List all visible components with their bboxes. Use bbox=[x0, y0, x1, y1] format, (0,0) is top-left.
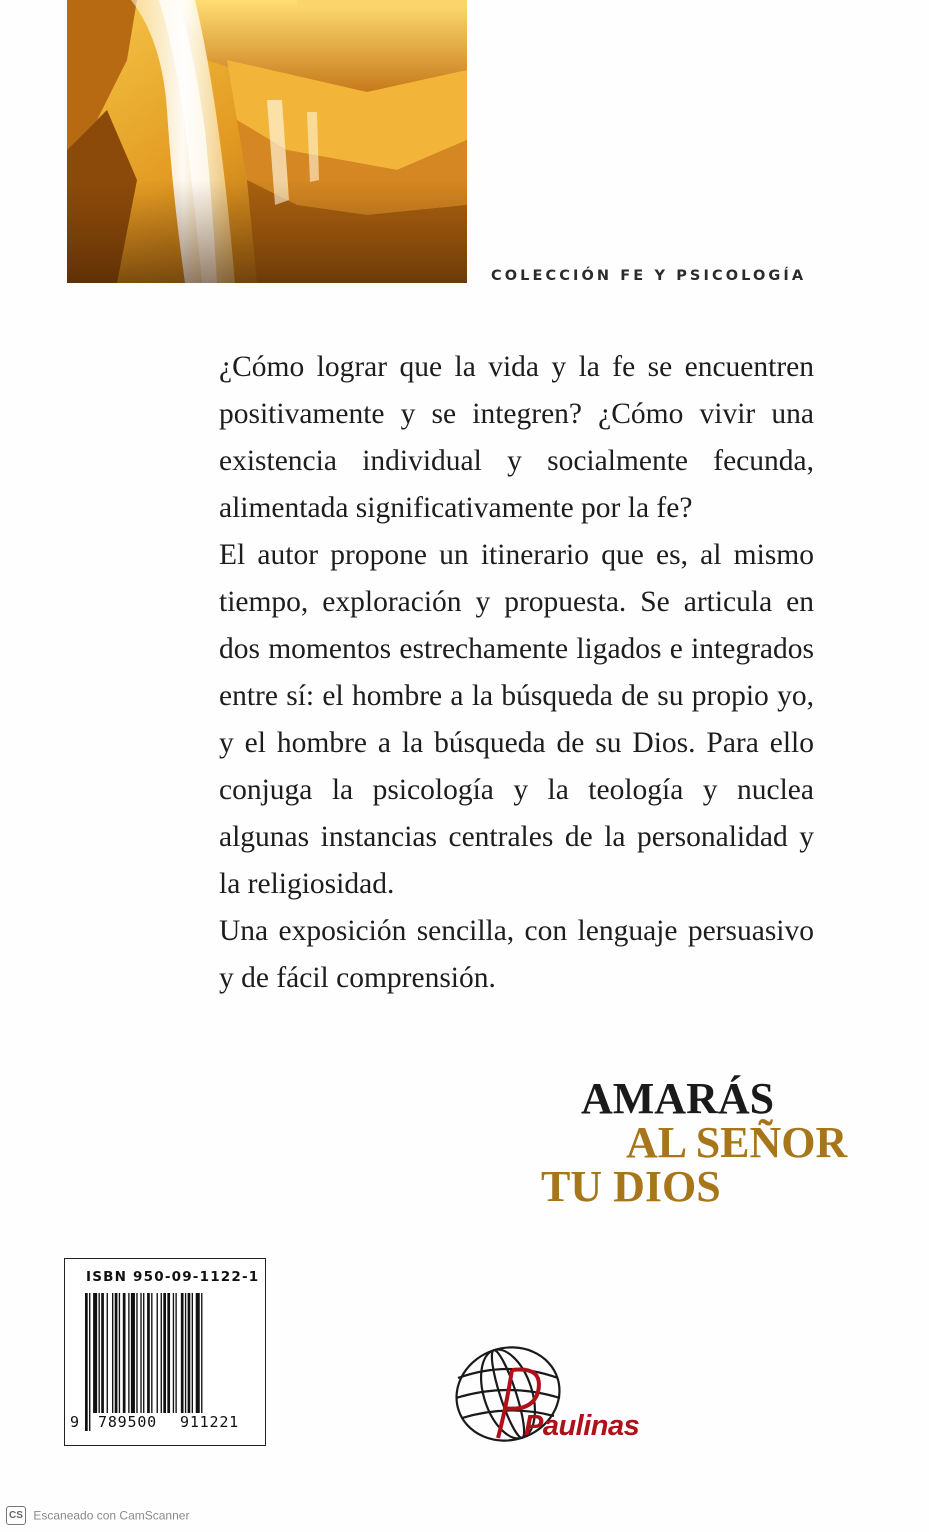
barcode-bars bbox=[85, 1293, 250, 1431]
barcode-bar bbox=[99, 1293, 100, 1413]
barcode-bar bbox=[167, 1293, 170, 1413]
book-title bbox=[0, 1070, 929, 1210]
barcode-bar bbox=[101, 1293, 104, 1413]
title-line-2: AL SEÑOR bbox=[626, 1118, 848, 1167]
waterfall-image bbox=[67, 0, 467, 283]
blurb-paragraph: ¿Cómo lograr que la vida y la fe se encuentren positivamente y se integren? ¿Cómo vivir una existencia individual y socialmente fecunda, alimentada significativamente por la fe? bbox=[219, 351, 814, 524]
barcode-bar bbox=[196, 1293, 200, 1413]
isbn-barcode bbox=[64, 1258, 266, 1446]
scanner-watermark bbox=[6, 1506, 189, 1526]
barcode-bar bbox=[157, 1293, 158, 1413]
blurb bbox=[219, 344, 814, 1002]
barcode-bar bbox=[123, 1293, 126, 1413]
blurb-paragraph: Una exposición sencilla, con lenguaje persuasivo y de fácil comprensión. bbox=[219, 915, 814, 994]
barcode-bar bbox=[131, 1293, 135, 1413]
barcode-bar bbox=[128, 1293, 129, 1413]
blurb-paragraph: El autor propone un itinerario que es, al mismo tiempo, exploración y propuesta. Se articula en dos momentos estrechamente ligados e integrados entre sí: el hombre a la búsqueda de su propio yo, y el hombre a la búsqueda de su Dios. Para ello conjuga la psicología y la teología y nuclea algunas instancias centrales de la personalidad y la religiosidad. bbox=[219, 539, 814, 900]
barcode-bar bbox=[161, 1293, 162, 1413]
barcode-bar bbox=[89, 1293, 90, 1431]
barcode-digits-right: 911221 bbox=[180, 1413, 239, 1431]
barcode-bar bbox=[85, 1293, 88, 1431]
barcode-bar bbox=[112, 1293, 113, 1413]
barcode-bar bbox=[119, 1293, 120, 1413]
barcode-bar bbox=[163, 1293, 166, 1413]
barcode-digits-left: 789500 bbox=[98, 1413, 157, 1431]
barcode-bar bbox=[136, 1293, 137, 1413]
barcode-digits bbox=[65, 1413, 265, 1435]
barcode-bar bbox=[107, 1293, 108, 1413]
barcode-bar bbox=[201, 1293, 202, 1431]
barcode-digit-lead: 9 bbox=[70, 1413, 80, 1431]
title-line-1: AMARÁS bbox=[581, 1074, 775, 1123]
barcode-bar bbox=[143, 1293, 144, 1431]
barcode-bar bbox=[151, 1293, 152, 1413]
barcode-bar bbox=[147, 1293, 150, 1431]
barcode-bar bbox=[173, 1293, 174, 1413]
cover-photo bbox=[67, 0, 467, 283]
barcode-bar bbox=[140, 1293, 141, 1413]
barcode-bar bbox=[175, 1293, 176, 1413]
barcode-bar bbox=[192, 1293, 193, 1413]
camscanner-icon: CS bbox=[6, 1506, 26, 1525]
publisher-name: Paulinas bbox=[524, 1410, 640, 1442]
barcode-bar bbox=[188, 1293, 191, 1413]
isbn-label: ISBN 950-09-1122-1 bbox=[86, 1269, 260, 1285]
barcode-bar bbox=[185, 1293, 186, 1413]
scanner-text: Escaneado con CamScanner bbox=[33, 1508, 190, 1523]
title-line-3: TU DIOS bbox=[541, 1162, 721, 1211]
collection-label: COLECCIÓN FE Y PSICOLOGÍA bbox=[491, 268, 807, 284]
barcode-bar bbox=[181, 1293, 184, 1413]
barcode-bar bbox=[115, 1293, 118, 1413]
barcode-bar bbox=[93, 1293, 97, 1413]
